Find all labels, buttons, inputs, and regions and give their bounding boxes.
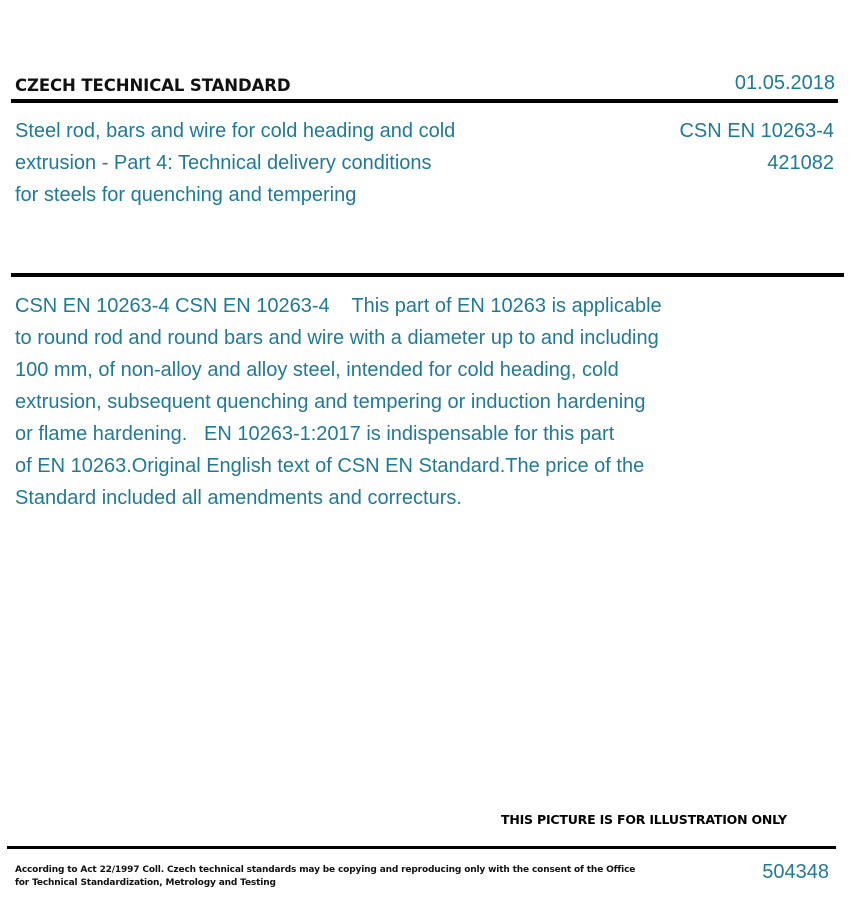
abstract-line: to round rod and round bars and wire with a diameter up to and including bbox=[15, 327, 659, 349]
abstract-line: extrusion, subsequent quenching and tempering or induction hardening bbox=[15, 391, 646, 413]
document-number: 504348 bbox=[762, 861, 829, 883]
standard-codes bbox=[679, 115, 834, 179]
illustration-disclaimer: THIS PICTURE IS FOR ILLUSTRATION ONLY bbox=[501, 812, 787, 827]
legal-notice bbox=[15, 864, 635, 890]
legal-line: According to Act 22/1997 Coll. Czech technical standards may be copying and reproducing only with the consent of the Office bbox=[15, 865, 636, 875]
title-line: for steels for quenching and tempering bbox=[15, 184, 357, 206]
title-line: extrusion - Part 4: Technical delivery conditions bbox=[15, 152, 432, 174]
title-divider bbox=[11, 273, 844, 277]
standard-abstract bbox=[15, 290, 662, 514]
publication-date: 01.05.2018 bbox=[734, 72, 835, 94]
footer-divider bbox=[7, 846, 836, 849]
standard-code: CSN EN 10263-4 bbox=[679, 120, 834, 142]
standard-type-label: CZECH TECHNICAL STANDARD bbox=[15, 76, 291, 95]
abstract-line: of EN 10263.Original English text of CSN EN Standard.The price of the bbox=[15, 455, 645, 477]
title-line: Steel rod, bars and wire for cold heading and cold bbox=[15, 120, 456, 142]
legal-line: for Technical Standardization, Metrology and Testing bbox=[15, 878, 276, 888]
classification-number: 421082 bbox=[767, 152, 834, 174]
header-divider bbox=[11, 99, 838, 103]
abstract-line: or flame hardening. EN 10263-1:2017 is indispensable for this part bbox=[15, 423, 615, 445]
abstract-line: CSN EN 10263-4 CSN EN 10263-4 This part of EN 10263 is applicable bbox=[15, 295, 662, 317]
standard-title bbox=[15, 115, 455, 211]
abstract-line: Standard included all amendments and correcturs. bbox=[15, 487, 462, 509]
abstract-line: 100 mm, of non-alloy and alloy steel, intended for cold heading, cold bbox=[15, 359, 619, 381]
